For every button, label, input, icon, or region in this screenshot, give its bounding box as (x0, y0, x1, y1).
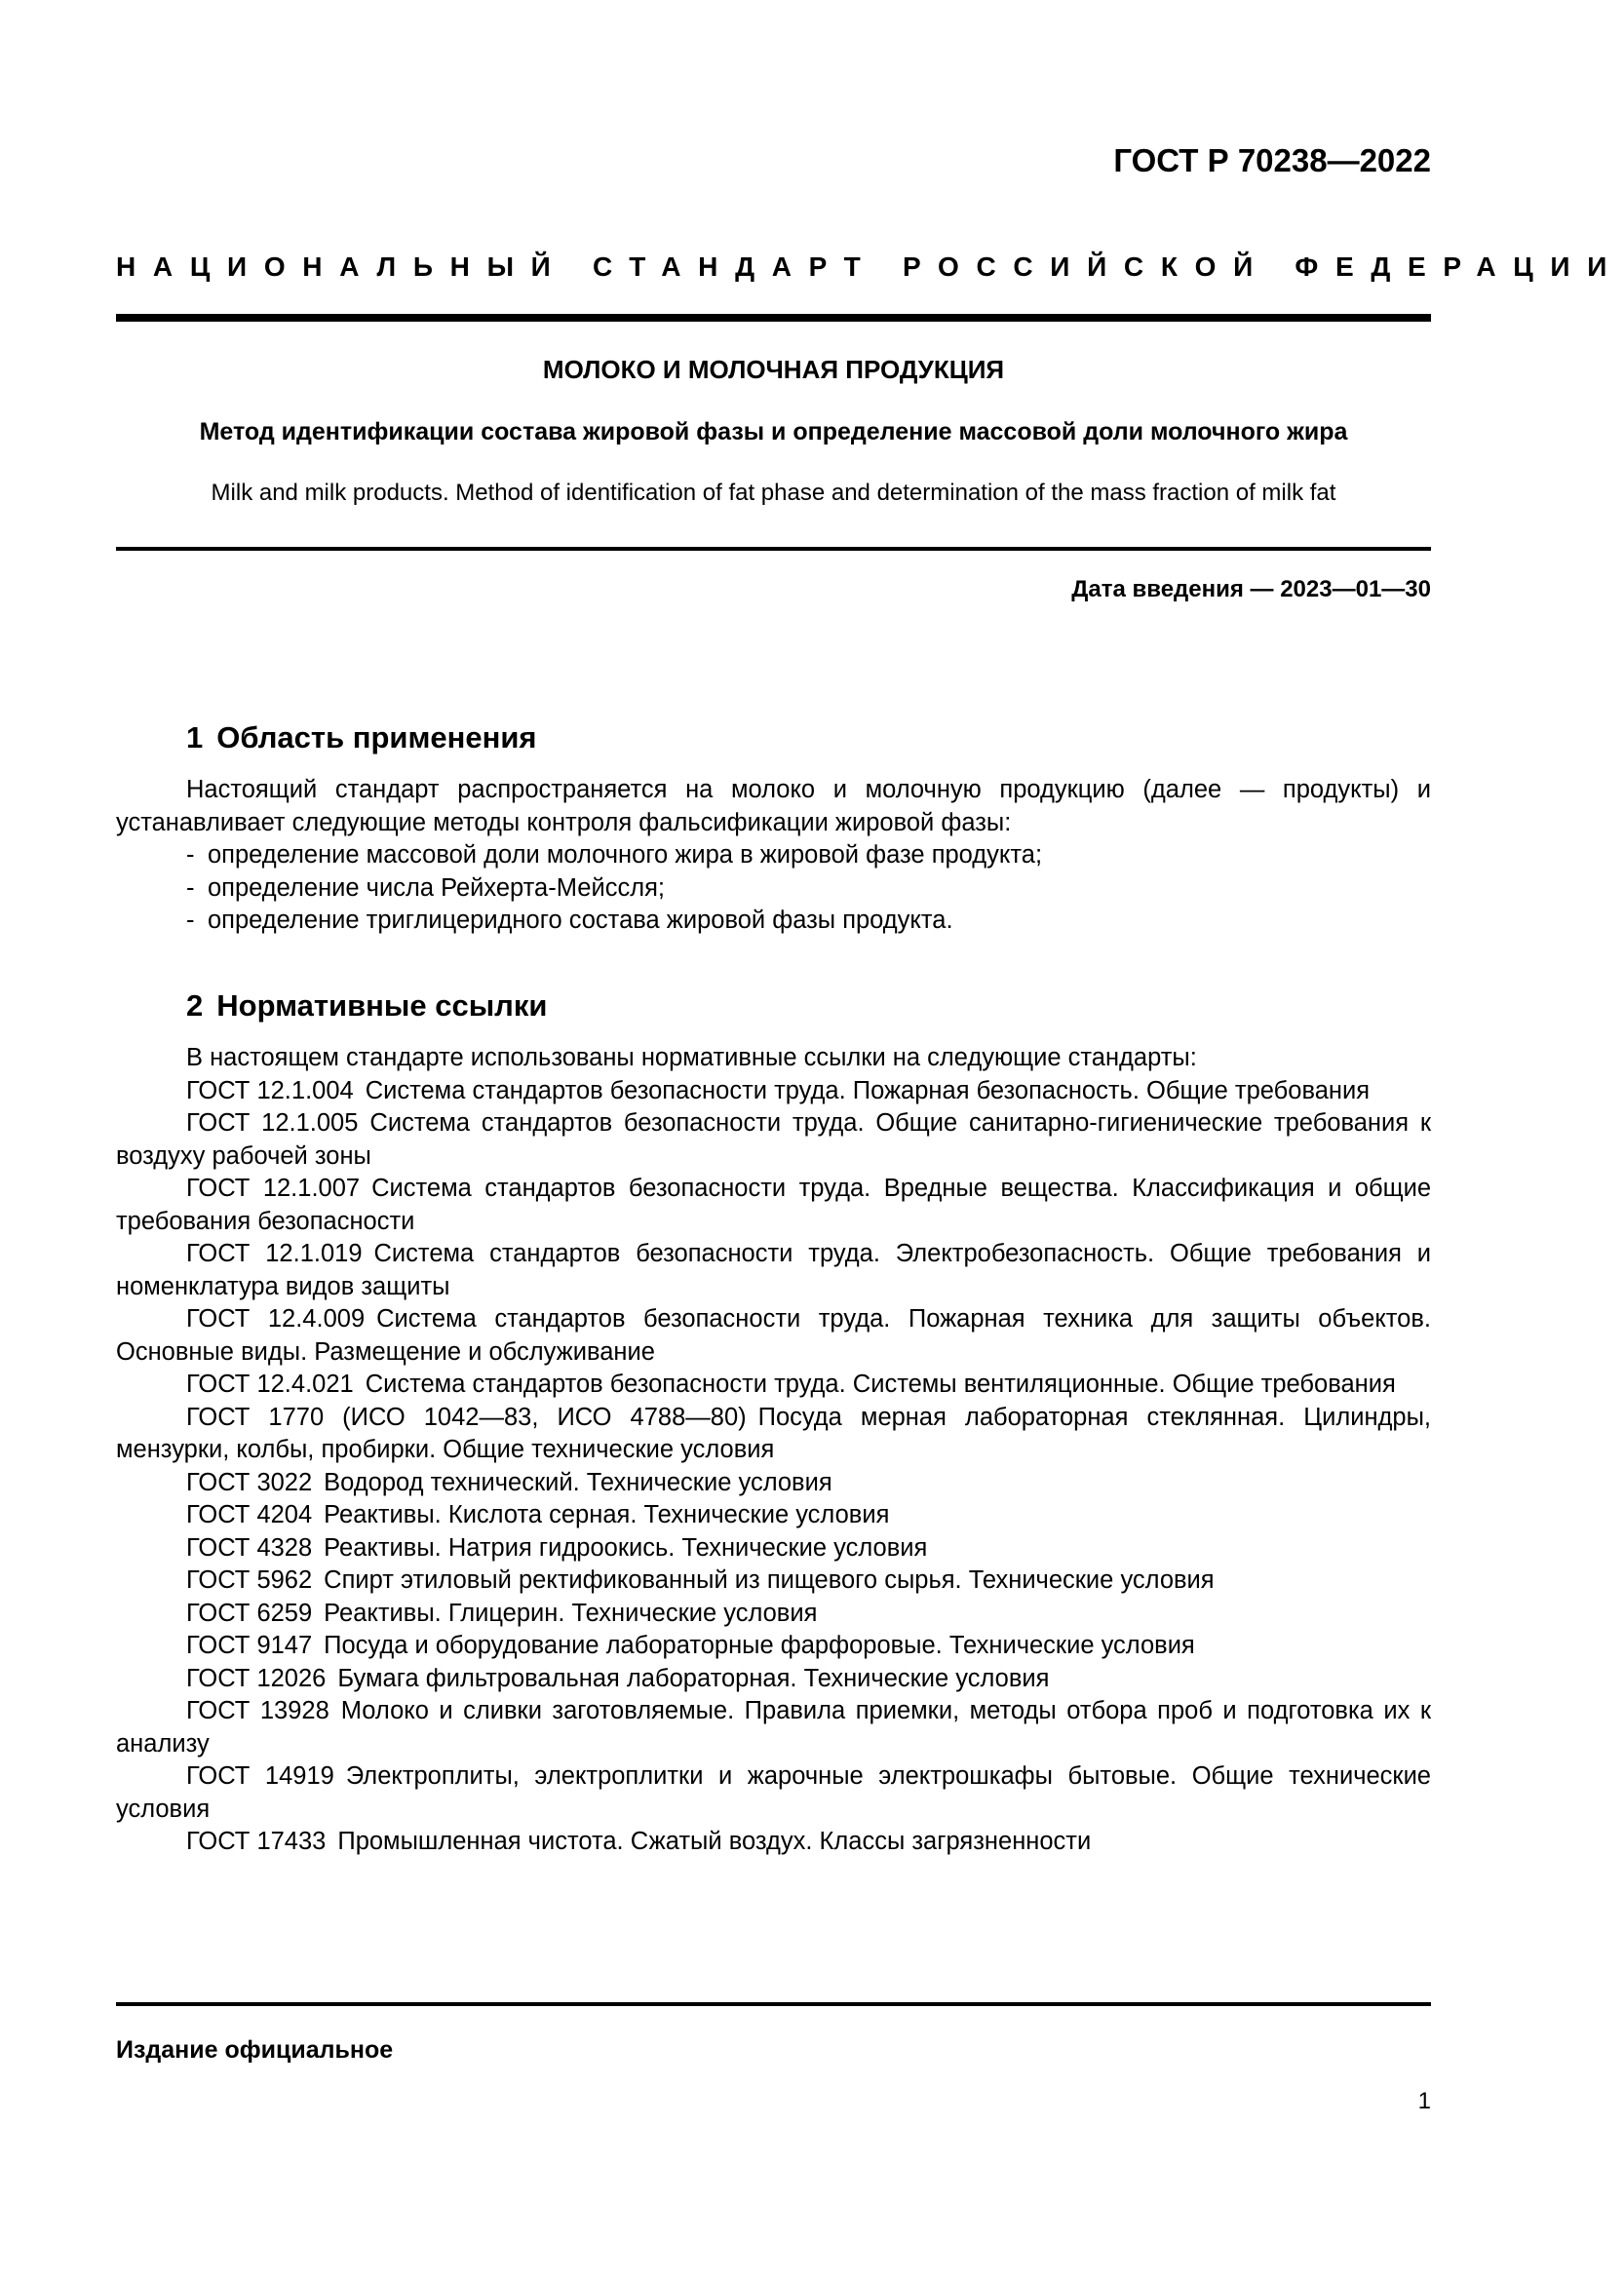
section-normative-references (116, 987, 1431, 1859)
section-title: Нормативные ссылки (216, 988, 548, 1023)
reference-item: ГОСТ 12026 Бумага фильтровальная лабораторная. Технические условия (186, 1664, 1050, 1692)
introduction-date: Дата введения — 2023—01—30 (1071, 576, 1431, 602)
page-number: 1 (1417, 2088, 1431, 2114)
document-title-english: Milk and milk products. Method of identification of fat phase and determination of the mass fraction of milk fat (211, 480, 1336, 506)
references-list (116, 1075, 1431, 1859)
reference-item: ГОСТ 13928 Молоко и сливки заготовляемые. Правила приемки, методы отбора проб и подготовка их к анализу (116, 1697, 1431, 1758)
reference-item: ГОСТ 12.1.004 Система стандартов безопасности труда. Пожарная безопасность. Общие требования (186, 1076, 1371, 1104)
reference-item: ГОСТ 3022 Водород технический. Технические условия (186, 1468, 832, 1496)
reference-item: ГОСТ 12.1.005 Система стандартов безопасности труда. Общие санитарно-гигиенические требования к воздуху рабочей зоны (116, 1109, 1432, 1170)
reference-item: ГОСТ 12.1.007 Система стандартов безопасности труда. Вредные вещества. Классификация и общие требования безопасности (116, 1175, 1431, 1235)
section-heading (186, 719, 1431, 756)
scope-paragraph: Настоящий стандарт распространяется на молоко и молочную продукцию (далее — продукты) и устанавливает следующие методы контроля фальсификации жировой фазы: (116, 776, 1431, 836)
reference-item: ГОСТ 12.4.009 Система стандартов безопасности труда. Пожарная техника для защиты объектов. Основные виды. Размещение и обслуживание (116, 1305, 1431, 1366)
reference-item: ГОСТ 12.1.019 Система стандартов безопасности труда. Электробезопасность. Общие требования и номенклатура видов защиты (116, 1240, 1432, 1300)
title-divider (116, 547, 1431, 551)
list-item: - определение массовой доли молочного жира в жировой фазе продукта; (186, 841, 1043, 869)
document-number: ГОСТ Р 70238—2022 (1113, 142, 1431, 178)
document-subtitle: Метод идентификации состава жировой фазы и определение массовой доли молочного жира (199, 418, 1348, 445)
scope-methods-list (116, 839, 1431, 938)
section-number: 1 (186, 720, 204, 754)
section-title: Область применения (216, 720, 537, 754)
reference-item: ГОСТ 4204 Реактивы. Кислота серная. Технические условия (186, 1501, 890, 1528)
section-number: 2 (186, 988, 204, 1023)
reference-item: ГОСТ 4328 Реактивы. Натрия гидроокись. Технические условия (186, 1533, 928, 1562)
document-title: МОЛОКО И МОЛОЧНАЯ ПРОДУКЦИЯ (542, 355, 1005, 384)
top-divider (116, 314, 1431, 322)
reference-item: ГОСТ 5962 Спирт этиловый ректификованный из пищевого сырья. Технические условия (186, 1566, 1215, 1594)
reference-item: ГОСТ 12.4.021 Система стандартов безопасности труда. Системы вентиляционные. Общие требования (186, 1371, 1396, 1398)
list-item: - определение триглицеридного состава жировой фазы продукта. (186, 907, 953, 934)
footer-divider (116, 2002, 1431, 2006)
reference-item: ГОСТ 17433 Промышленная чистота. Сжатый воздух. Классы загрязненности (186, 1828, 1092, 1855)
references-intro: В настоящем стандарте использованы нормативные ссылки на следующие стандарты: (186, 1044, 1197, 1071)
official-edition-label: Издание официальное (116, 2036, 394, 2064)
reference-item: ГОСТ 14919 Электроплиты, электроплитки и жарочные электрошкафы бытовые. Общие технические условия (116, 1762, 1431, 1823)
reference-item: ГОСТ 9147 Посуда и оборудование лабораторные фарфоровые. Технические условия (186, 1632, 1195, 1659)
reference-item: ГОСТ 1770 (ИСО 1042—83, ИСО 4788—80) Посуда мерная лабораторная стеклянная. Цилиндры, мензурки, колбы, пробирки. Общие технические условия (116, 1403, 1432, 1463)
section-scope (116, 719, 1431, 938)
reference-item: ГОСТ 6259 Реактивы. Глицерин. Технические условия (186, 1599, 818, 1627)
section-heading (186, 987, 1431, 1024)
national-standard-banner: НАЦИОНАЛЬНЫЙ СТАНДАРТ РОССИЙСКОЙ ФЕДЕРАЦИИ (116, 251, 1624, 282)
list-item: - определение числа Рейхерта-Мейссля; (186, 873, 665, 902)
